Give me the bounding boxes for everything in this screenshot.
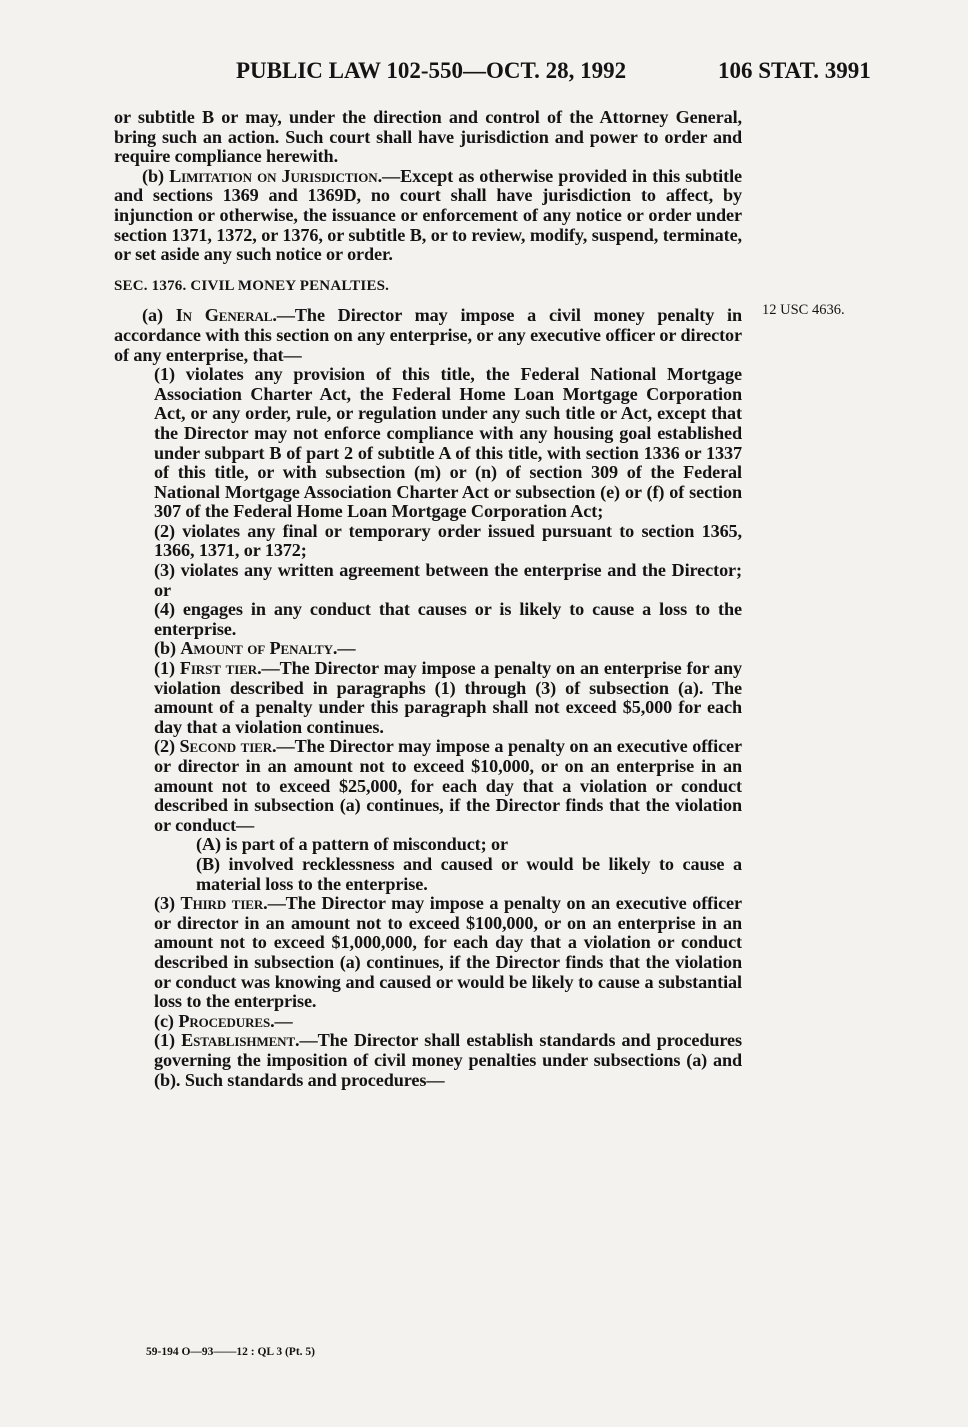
paragraph-heading: Establishment: [181, 1030, 296, 1051]
subsection-heading: In General: [175, 305, 273, 326]
paragraph-a3: (3) violates any written agreement between the enterprise and the Director; or: [154, 560, 742, 600]
margin-usc-citation: 12 USC 4636.: [762, 302, 845, 318]
paragraph-text: .—The Director may impose a penalty on an enterprise for any violation described in paragraphs (1) through (3) of subsection (a). The amount of a penalty under this paragraph shall not exceed $5,000 for each day that a violation continues.: [154, 658, 743, 737]
subsection-label: (a): [142, 305, 176, 326]
subsection-b-amount: [114, 639, 742, 659]
paragraph-b3-third-tier: [114, 894, 742, 1012]
paragraph-b1-first-tier: [114, 659, 742, 737]
subsection-label: (c): [154, 1010, 179, 1031]
paragraph-a4: (4) engages in any conduct that causes or is likely to cause a loss to the enterprise.: [154, 599, 742, 639]
subsection-b-limitation: [114, 167, 742, 265]
subsection-heading: Amount of Penalty: [180, 638, 333, 659]
paragraph-text: .—The Director shall establish standards and procedures governing the imposition of civil money penalties under subsections (a) and (b). Such standards and procedures—: [154, 1030, 742, 1090]
subsection-heading: Procedures: [178, 1010, 271, 1031]
print-job-code: 59-194 O—93——12 : QL 3 (Pt. 5): [146, 1346, 315, 1358]
paragraph-label: (1): [154, 658, 180, 679]
paragraph-c1-establishment: [114, 1031, 742, 1090]
paragraph-heading: Third tier: [180, 893, 264, 914]
clause-b2B: (B) involved recklessness and caused or would be likely to cause a material loss to the enterprise.: [196, 853, 742, 894]
paragraph-label: (3): [154, 893, 181, 914]
paragraph-text: .—The Director may impose a penalty on an executive officer or director in an amount not to exceed $100,000, or on an enterprise in an amount not to exceed $1,000,000, for each day that a violation or conduct described in subsection (a) continues, if the Director finds that the violation or conduct was knowing and caused or would be likely to cause a substantial loss to the enterprise.: [154, 893, 742, 1012]
subsection-c-procedures: [114, 1012, 742, 1032]
heading-dash: .—: [270, 1010, 293, 1031]
paragraph-a2: (2) violates any final or temporary order issued pursuant to section 1365, 1366, 1371, or 1372;: [154, 520, 742, 561]
paragraph-heading: Second tier: [179, 736, 273, 757]
document-body: [114, 108, 742, 1090]
paragraph-label: (1): [154, 1030, 182, 1051]
paragraph-text: .—The Director may impose a penalty on an executive officer or director in an amount not to exceed $10,000, or on an enterprise in an amount not to exceed $25,000, for each day that a violation or conduct described in subsection (a) continues, if the Director finds that the violation or conduct—: [154, 736, 742, 835]
continued-paragraph: or subtitle B or may, under the direction and control of the Attorney General, bring such an action. Such court shall have jurisdiction and power to order and require compliance herewith.: [114, 107, 742, 167]
subsection-heading: Limitation on Jurisdiction: [169, 165, 378, 186]
subsection-text: .—Except as otherwise provided in this subtitle and sections 1369 and 1369D, no court shall have jurisdiction to affect, by injunction or otherwise, the issuance or enforcement of any notice or order under section 1371, 1372, or 1376, or subtitle B, or to review, modify, suspend, terminate, or set aside any such notice or order.: [114, 165, 742, 265]
section-heading: SEC. 1376. CIVIL MONEY PENALTIES.: [114, 277, 390, 294]
statute-page-number: 106 STAT. 3991: [718, 58, 871, 83]
paragraph-label: (2): [154, 736, 180, 757]
subsection-a-general: [114, 306, 742, 365]
page-header: [0, 52, 968, 88]
subsection-label: (b): [142, 165, 170, 186]
paragraph-heading: First tier: [179, 658, 258, 679]
subsection-text: .—The Director may impose a civil money penalty in accordance with this section on any enterprise, or any executive officer or director of any enterprise, that—: [114, 305, 742, 365]
public-law-citation: PUBLIC LAW 102-550—OCT. 28, 1992: [236, 58, 627, 83]
subsection-label: (b): [154, 638, 181, 659]
heading-dash: .—: [332, 638, 356, 659]
paragraph-b2-second-tier: [114, 737, 742, 835]
paragraph-a1: (1) violates any provision of this title, the Federal National Mortgage Association Charter Act, the Federal Home Loan Mortgage Corporation Act, or any order, rule, or regulation under any such title or Act, except that the Director may not enforce compliance with any housing goal established under subpart B of part 2 of subtitle A of this title, with section 1336 or 1337 of this title, or with subsection (m) or (n) of section 309 of the Federal National Mortgage Association Charter Act or subsection (e) or (f) of section 307 of the Federal Home Loan Mortgage Corporation Act;: [154, 364, 742, 522]
clause-b2A: (A) is part of a pattern of misconduct; or: [196, 834, 509, 855]
